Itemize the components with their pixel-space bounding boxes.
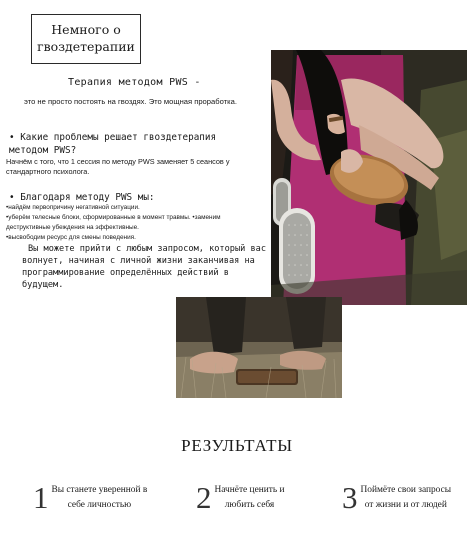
result-text — [361, 483, 452, 511]
feet-photo — [176, 297, 342, 398]
list-item: •уберём телесные блоки, сформированные в момент травмы. •заменим — [6, 213, 221, 221]
list-item: деструктивные убеждения на эффективные. — [6, 223, 139, 231]
result-text — [215, 483, 285, 511]
result-text-line: Начнёте ценить и — [214, 485, 285, 496]
page-title-box — [31, 14, 141, 64]
intro-text: это не просто постоять на гвоздях. Это мощная проработка. — [24, 97, 237, 106]
pws-heading: • Благодаря методу PWS мы: — [9, 192, 155, 203]
therapy-heading: Терапия методом PWS - — [68, 77, 201, 88]
result-text-line: от жизни и от людей — [364, 499, 447, 510]
result-text-line: Вы станете уверенной в — [51, 485, 148, 496]
result-item-3 — [342, 482, 451, 513]
page-title: Немного о гвоздетерапии — [37, 22, 135, 54]
feet-photo-illustration — [176, 297, 342, 398]
result-item-2 — [196, 482, 285, 513]
result-text — [52, 483, 148, 511]
questions-heading: • Какие проблемы решает гвоздетерапия методом PWS? — [9, 132, 217, 156]
therapy-photo-illustration — [271, 50, 467, 305]
result-item-1 — [33, 482, 147, 513]
pws-list — [6, 203, 256, 243]
cta-text: Вы можете прийти с любым запросом, который вас волнует, начиная с личной жизни заканчивая на программирование определённых действий в будущем. — [22, 244, 266, 290]
result-number: 1 — [33, 480, 49, 515]
list-item: •найдём первопричину негативной ситуации. — [6, 204, 140, 211]
result-text-line: любить себя — [224, 499, 275, 510]
result-number: 3 — [342, 480, 358, 515]
results-heading: РЕЗУЛЬТАТЫ — [181, 436, 293, 455]
list-item: •высвободим ресурс для смены поведения. — [6, 233, 136, 241]
questions-text: Начнём с того, что 1 сессия по методу PWS заменяет 5 сеансов у стандартного психолога. — [6, 157, 230, 177]
result-text-line: Поймёте свои запросы — [360, 485, 452, 496]
result-text-line: себе личностью — [67, 499, 132, 510]
therapy-photo — [271, 50, 467, 305]
result-number: 2 — [196, 480, 212, 515]
